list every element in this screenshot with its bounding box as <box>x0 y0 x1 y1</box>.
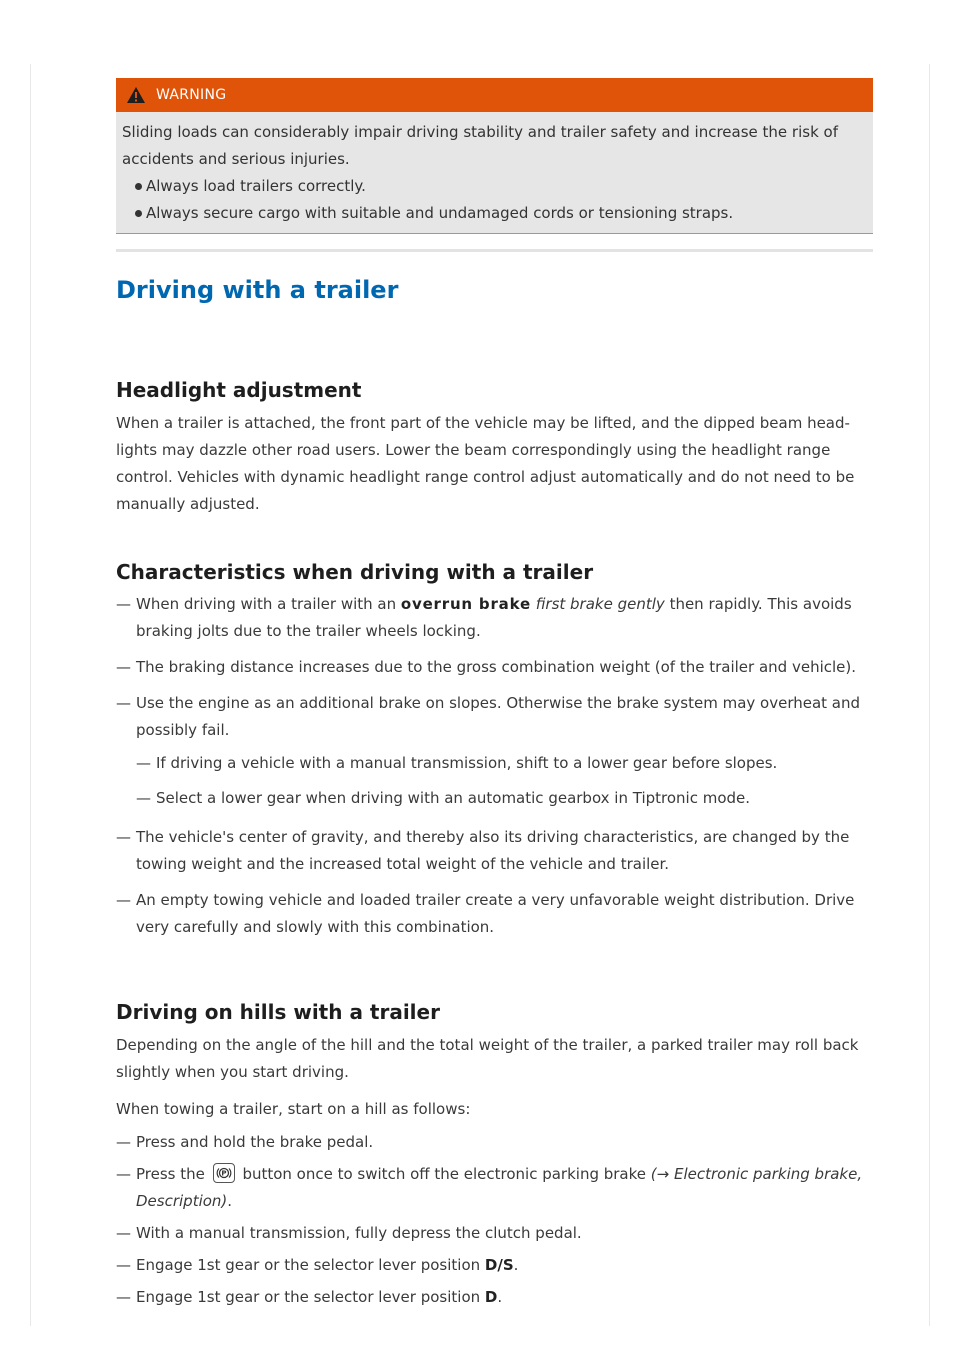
parking-brake-button-icon <box>213 1163 235 1183</box>
hills-intro: When towing a trailer, start on a hill as follows: <box>116 1100 471 1118</box>
list-item: — The vehicle's center of gravity, and thereby also its driving characteristics, are changed by the towing weight and the increased total weight of the vehicle and trailer. <box>116 824 876 878</box>
warning-bullet: Always load trailers correctly. <box>122 173 867 200</box>
cross-reference-link[interactable]: (→ Electronic parking brake, Description) <box>136 1165 863 1210</box>
selector-position: D <box>484 1288 498 1306</box>
page-margin-right <box>929 64 930 1326</box>
warning-text: Sliding loads can considerably impair driving stability and trailer safety and increase the risk of accidents and serious injuries. <box>122 123 838 168</box>
headlight-paragraph: When a trailer is attached, the front part of the vehicle may be lifted, and the dipped beam head-lights may dazzle other road users. Lower the beam correspondingly using the headlight range control. Vehicles with dynamic headlight range control adjust automatically and do not need to be manually adjusted. <box>116 414 855 513</box>
section-title: Driving with a trailer <box>116 276 399 304</box>
warning-bullet-list <box>122 173 867 227</box>
step-item: — Engage 1st gear or the selector lever position D. <box>116 1284 876 1311</box>
selector-position: D/S <box>484 1256 514 1274</box>
warning-bullet: Always secure cargo with suitable and undamaged cords or tensioning straps. <box>122 200 867 227</box>
warning-box <box>116 78 873 234</box>
sub-list-item: — If driving a vehicle with a manual transmission, shift to a lower gear before slopes. <box>116 750 876 777</box>
step-item: — With a manual transmission, fully depress the clutch pedal. <box>116 1220 876 1247</box>
svg-text:P: P <box>221 1169 227 1178</box>
warning-title: WARNING <box>156 87 227 103</box>
list-item: — An empty towing vehicle and loaded trailer create a very unfavorable weight distribution. Drive very carefully and slowly with this combination. <box>116 887 876 941</box>
list-item: — The braking distance increases due to the gross combination weight (of the trailer and vehicle). <box>116 654 876 681</box>
step-item: — Press the P button once to switch off the electronic parking brake (→ Electronic parking brake, Description). <box>116 1161 876 1215</box>
hills-heading: Driving on hills with a trailer <box>116 1000 440 1024</box>
emphasis-text: first brake gently <box>535 595 665 613</box>
sub-list-item: — Select a lower gear when driving with an automatic gearbox in Tiptronic mode. <box>116 785 876 812</box>
page-margin-left <box>30 64 31 1326</box>
warning-header <box>116 78 873 112</box>
step-item: — Press and hold the brake pedal. <box>116 1129 876 1156</box>
characteristics-heading: Characteristics when driving with a trailer <box>116 560 594 584</box>
characteristics-list <box>116 591 876 950</box>
warning-body <box>116 112 873 234</box>
overrun-brake-term: overrun brake <box>400 595 531 613</box>
step-item: — Engage 1st gear or the selector lever position D/S. <box>116 1252 876 1279</box>
warning-triangle-icon <box>126 86 146 104</box>
headlight-heading: Headlight adjustment <box>116 378 362 402</box>
hills-paragraph: Depending on the angle of the hill and the total weight of the trailer, a parked trailer may roll back slightly when you start driving. <box>116 1036 859 1081</box>
hills-steps-list <box>116 1129 876 1316</box>
section-divider <box>116 249 873 252</box>
list-item: — Use the engine as an additional brake on slopes. Otherwise the brake system may overheat and possibly fail. <box>116 690 876 744</box>
list-item: — When driving with a trailer with an overrun brake first brake gently then rapidly. This avoids braking jolts due to the trailer wheels locking. <box>116 591 876 645</box>
